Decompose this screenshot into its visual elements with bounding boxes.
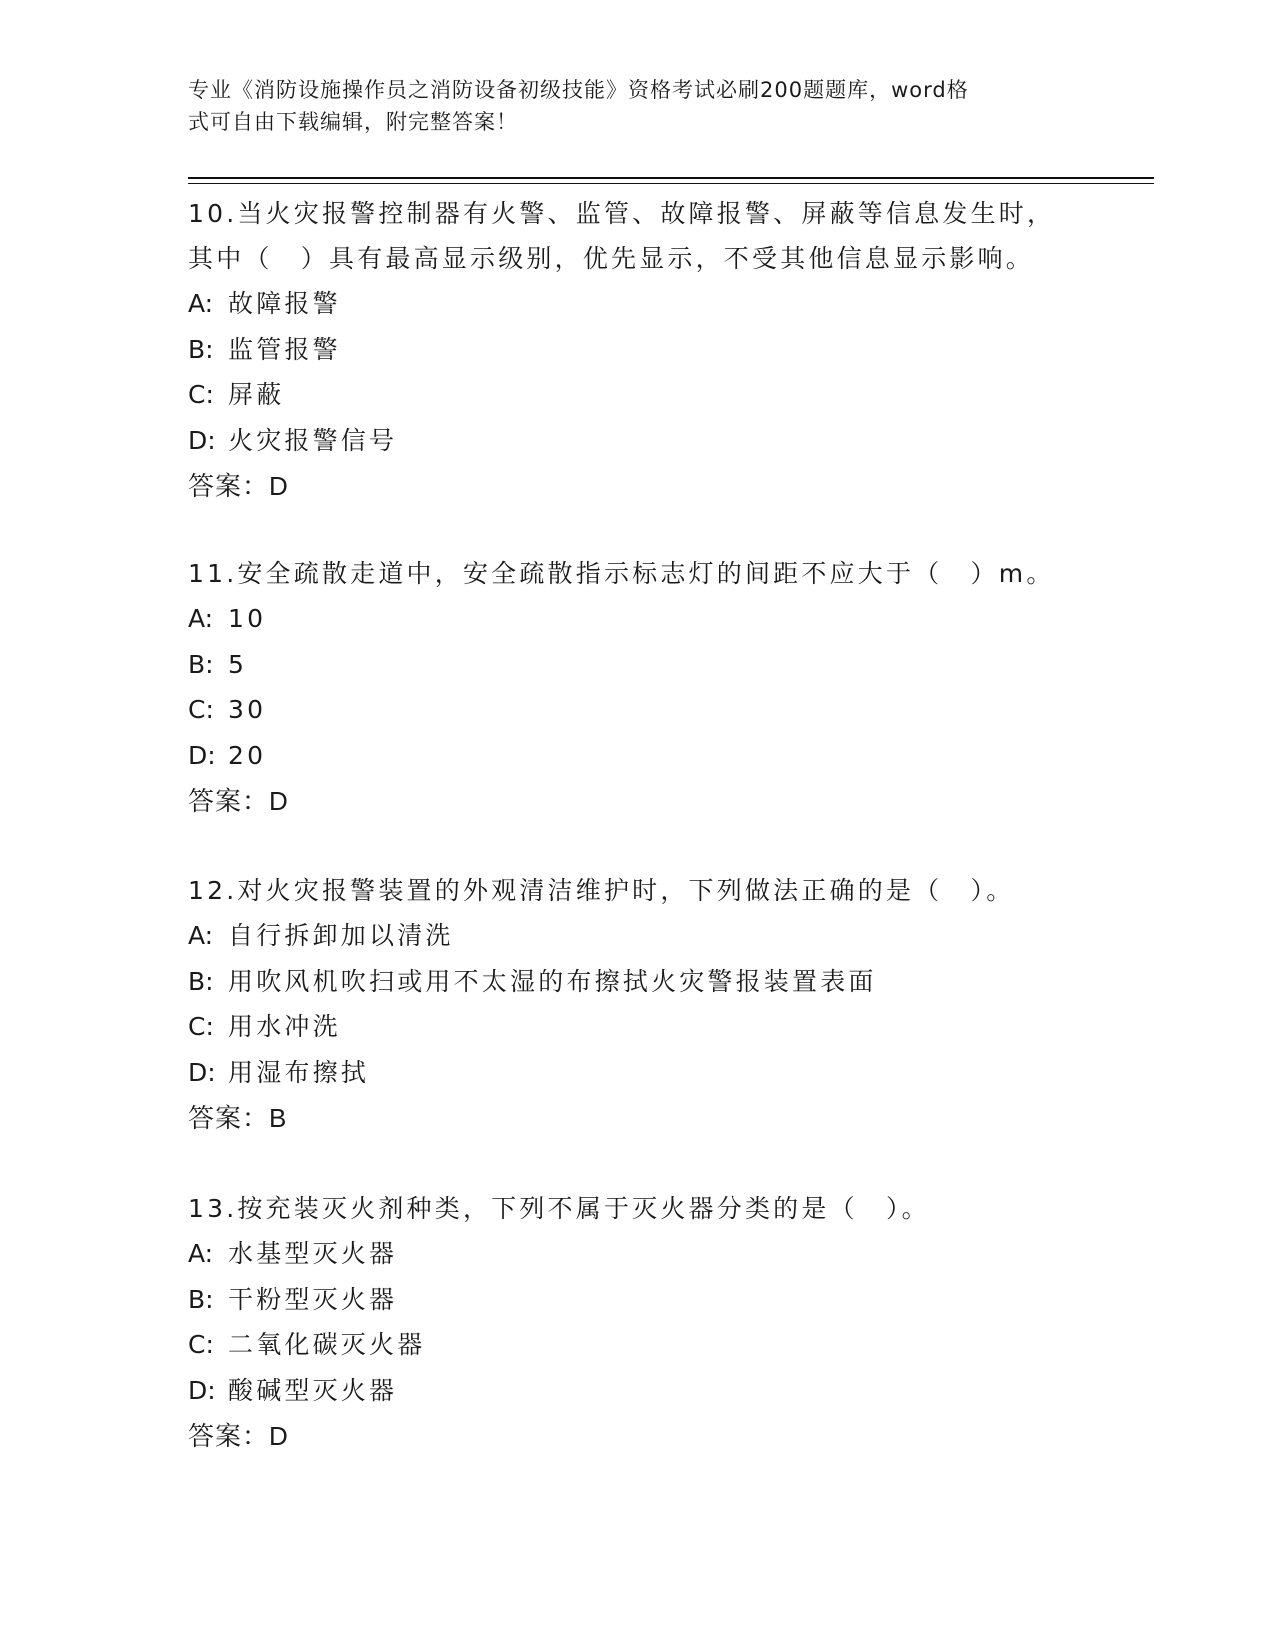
answer-label: 答案：	[188, 1421, 270, 1451]
option-key: A:	[188, 289, 214, 318]
option-key: D:	[188, 425, 216, 455]
option-c	[188, 1004, 1088, 1050]
option-key: A:	[188, 604, 214, 633]
question-number: 10.	[188, 199, 238, 228]
option-c	[188, 1322, 1088, 1368]
option-c	[188, 372, 1088, 418]
question-11	[188, 551, 1088, 824]
option-text: 酸碱型灭火器	[228, 1375, 398, 1405]
question-stem	[188, 868, 1088, 913]
option-key: C:	[188, 1012, 214, 1041]
answer-line	[188, 778, 1088, 824]
answer-value: B	[269, 1103, 288, 1133]
question-stem-line-1: 按充装灭火剂种类，下列不属于灭火器分类的是（ ）。	[237, 1194, 930, 1223]
option-b	[188, 1277, 1088, 1323]
header-line-2: 式可自由下载编辑，附完整答案！	[188, 110, 518, 134]
option-key: A:	[188, 1239, 214, 1268]
question-stem-line-1: 安全疏散走道中，安全疏散指示标志灯的间距不应大于（ ）m。	[237, 559, 1055, 588]
answer-line	[188, 1095, 1088, 1141]
option-key: D:	[188, 740, 216, 770]
answer-label: 答案：	[188, 786, 270, 816]
option-key: C:	[188, 695, 214, 724]
option-key: B:	[188, 966, 214, 996]
option-text: 用湿布擦拭	[228, 1057, 370, 1087]
option-text: 30	[228, 695, 267, 724]
question-number: 11.	[188, 559, 238, 588]
option-text: 火灾报警信号	[228, 425, 398, 455]
question-stem	[188, 551, 1088, 596]
question-10	[188, 191, 1088, 509]
option-text: 屏蔽	[228, 380, 285, 409]
option-text: 干粉型灭火器	[228, 1284, 398, 1314]
option-text: 用吹风机吹扫或用不太湿的布擦拭火灾警报装置表面	[228, 966, 877, 996]
option-key: B:	[188, 334, 214, 364]
option-text: 20	[228, 740, 267, 770]
option-key: A:	[188, 921, 214, 950]
option-d	[188, 1050, 1088, 1096]
question-12	[188, 868, 1088, 1141]
option-key: D:	[188, 1375, 216, 1405]
question-stem-line-1: 当火灾报警控制器有火警、监管、故障报警、屏蔽等信息发生时，	[237, 199, 1056, 228]
option-text: 自行拆卸加以清洗	[228, 921, 454, 950]
option-text: 10	[228, 604, 267, 633]
option-a	[188, 596, 1088, 642]
answer-label: 答案：	[188, 471, 270, 501]
option-text: 监管报警	[228, 334, 341, 364]
option-text: 用水冲洗	[228, 1012, 341, 1041]
answer-line	[188, 463, 1088, 509]
option-d	[188, 418, 1088, 464]
option-text: 水基型灭火器	[228, 1239, 398, 1268]
answer-value: D	[269, 471, 289, 501]
option-b	[188, 959, 1088, 1005]
option-d	[188, 733, 1088, 779]
header-line-1: 专业《消防设施操作员之消防设备初级技能》资格考试必刷200题题库，word格	[188, 78, 969, 102]
option-a	[188, 913, 1088, 959]
option-b	[188, 327, 1088, 373]
header-divider-thick	[188, 177, 1154, 179]
question-13	[188, 1186, 1088, 1459]
answer-label: 答案：	[188, 1103, 270, 1133]
option-text: 5	[228, 649, 248, 679]
question-stem	[188, 1186, 1088, 1231]
answer-line	[188, 1413, 1088, 1459]
answer-value: D	[269, 786, 289, 816]
option-key: B:	[188, 1284, 214, 1314]
option-key: C:	[188, 380, 214, 409]
header-divider-thin	[188, 183, 1154, 184]
option-b	[188, 642, 1088, 688]
option-text: 故障报警	[228, 289, 341, 318]
question-stem-line-2: 其中（ ）具有最高显示级别，优先显示，不受其他信息显示影响。	[188, 244, 1035, 273]
option-a	[188, 1231, 1088, 1277]
document-header	[188, 74, 1068, 138]
answer-value: D	[269, 1421, 289, 1451]
question-stem-line-1: 对火灾报警装置的外观清洁维护时，下列做法正确的是（ ）。	[237, 876, 1015, 905]
question-number: 12.	[188, 876, 238, 905]
option-key: C:	[188, 1330, 214, 1359]
option-key: D:	[188, 1057, 216, 1087]
option-text: 二氧化碳灭火器	[228, 1330, 426, 1359]
option-a	[188, 281, 1088, 327]
option-d	[188, 1368, 1088, 1414]
question-stem	[188, 191, 1088, 236]
option-c	[188, 687, 1088, 733]
option-key: B:	[188, 649, 214, 679]
question-number: 13.	[188, 1194, 238, 1223]
